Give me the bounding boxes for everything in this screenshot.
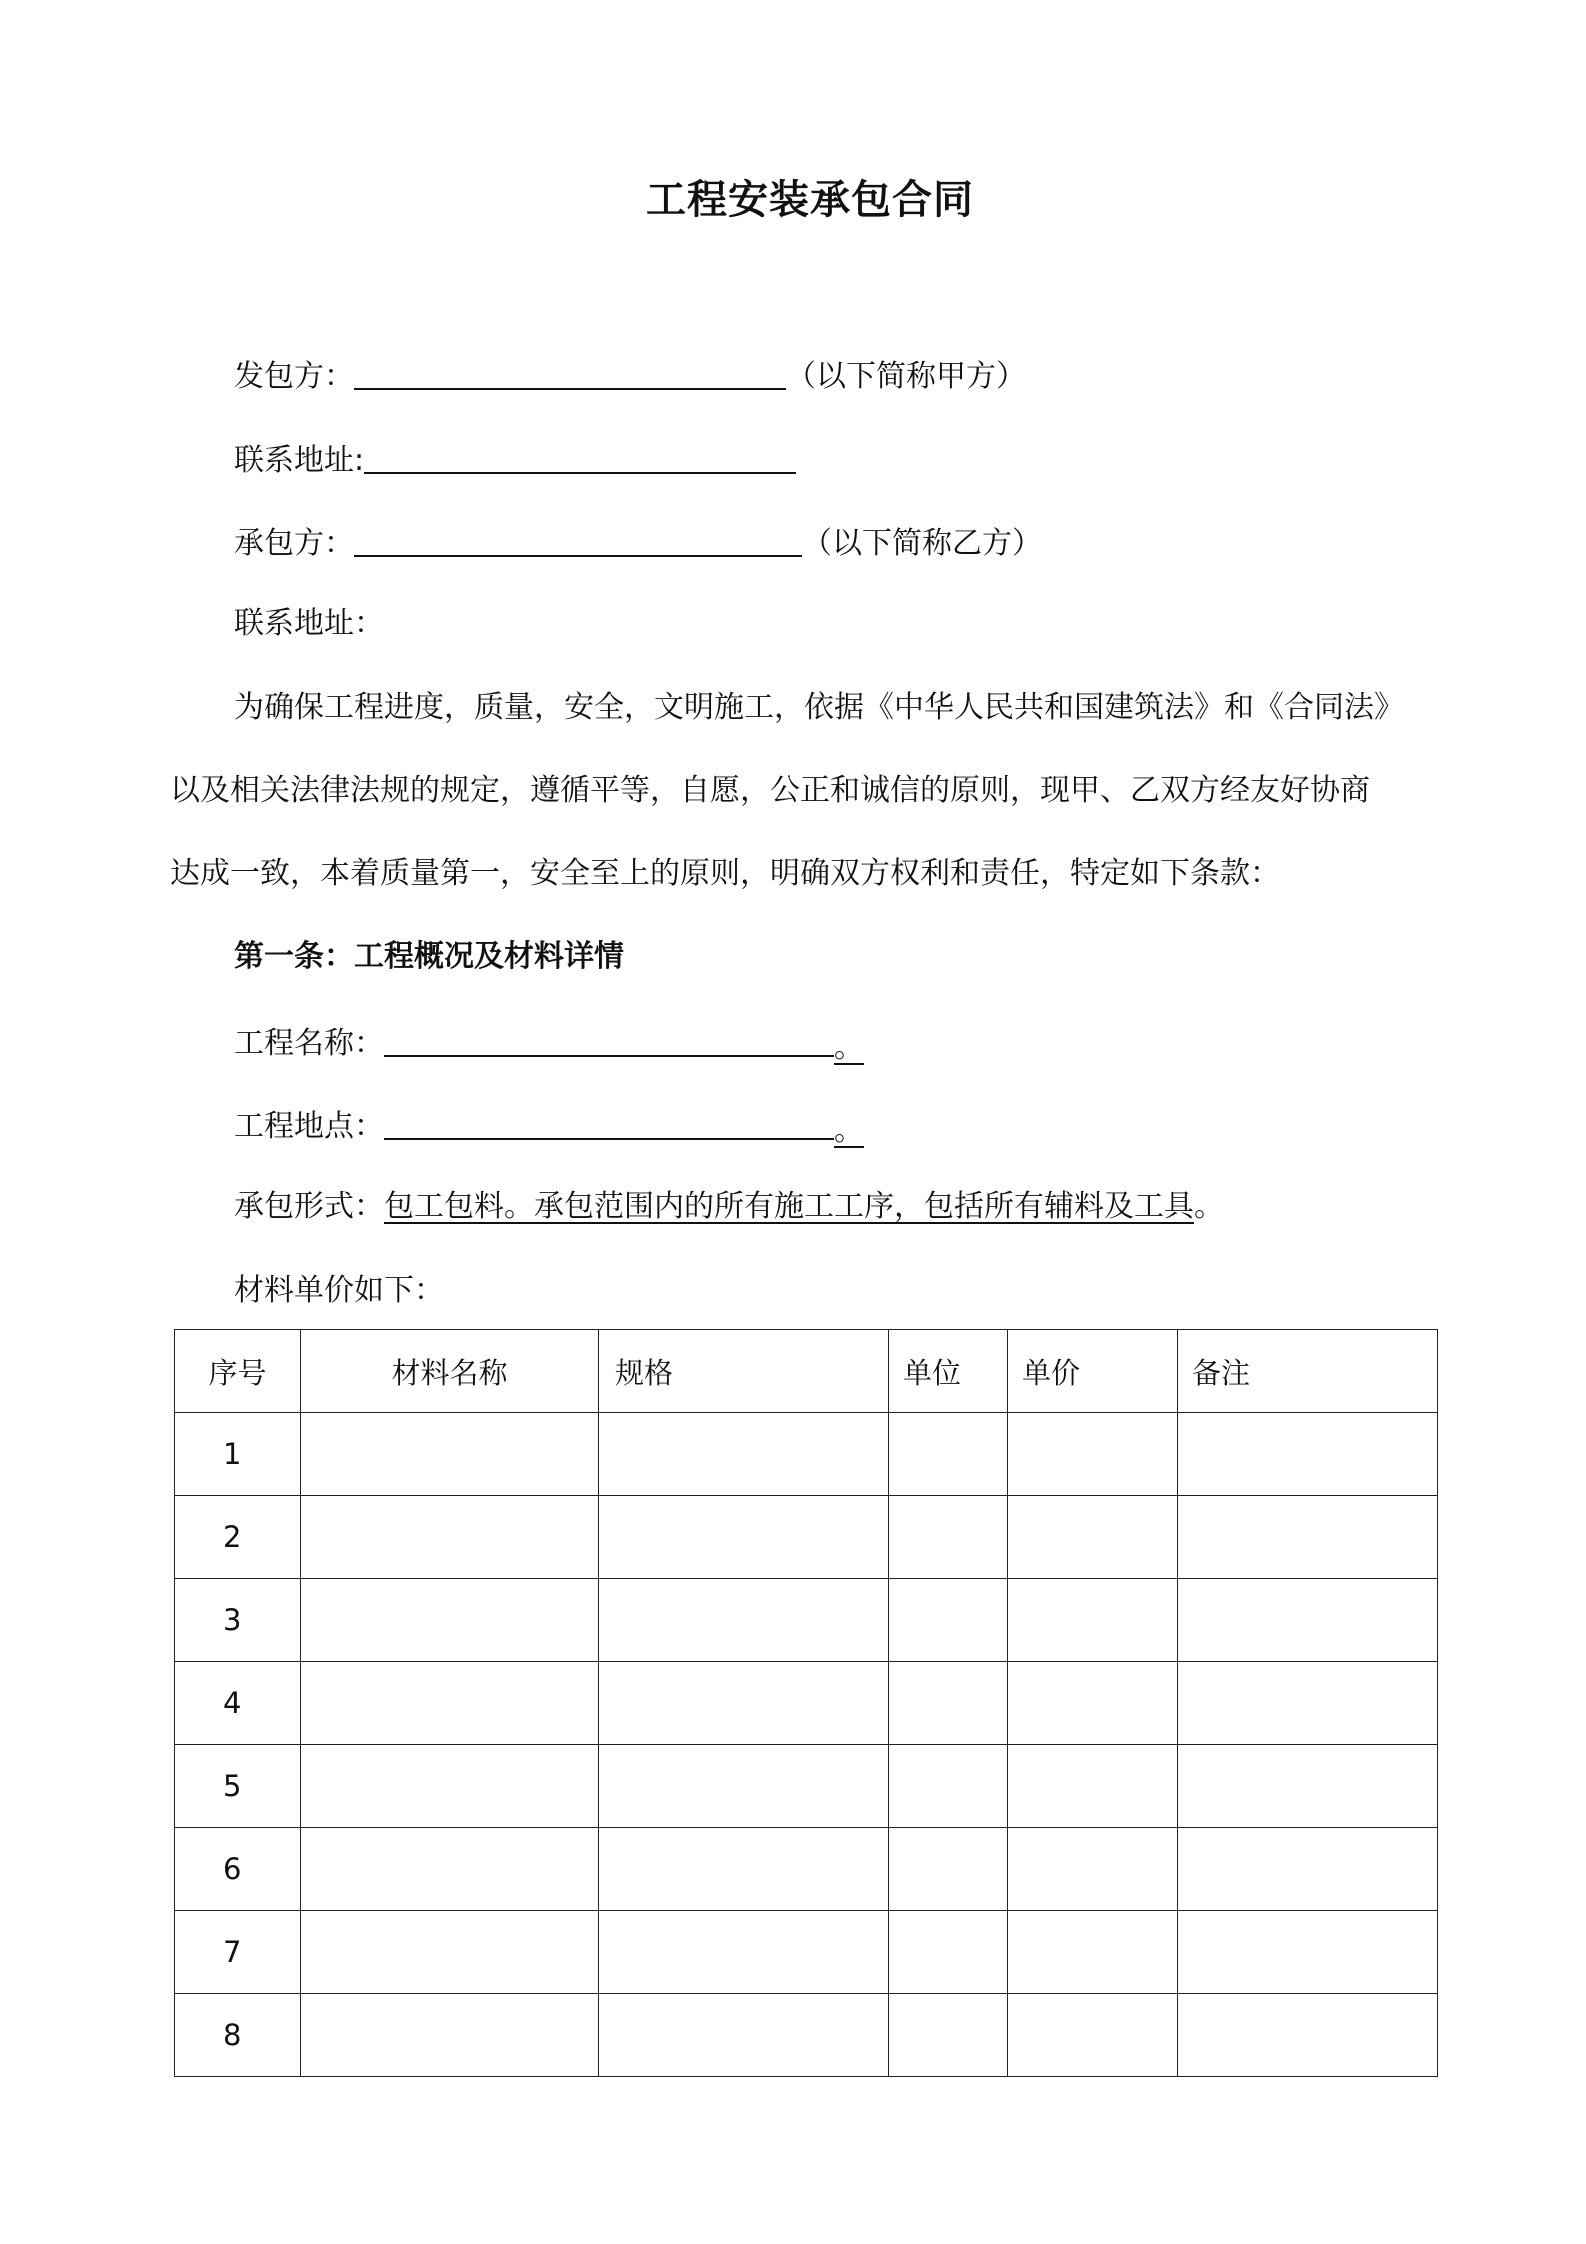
cell-unit[interactable] [889,1579,1008,1662]
party-a-address-line [234,438,796,481]
contract-form-label: 承包形式： [234,1189,384,1224]
cell-material-name[interactable] [301,1828,599,1911]
cell-material-name[interactable] [301,1911,599,1994]
cell-unit[interactable] [889,1911,1008,1994]
party-b-address-line [234,604,384,644]
table-row [175,1745,1438,1828]
project-location-blank[interactable] [384,1108,834,1140]
materials-intro: 材料单价如下： [234,1273,444,1308]
table-header-row [175,1330,1438,1413]
cell-material-name[interactable] [301,1579,599,1662]
cell-remarks[interactable] [1178,1413,1438,1496]
cell-unit[interactable] [889,1413,1008,1496]
row-serial: 2 [175,1496,301,1579]
cell-spec[interactable] [599,1662,889,1745]
cell-unit-price[interactable] [1008,1828,1178,1911]
header-unit: 单位 [889,1330,1008,1413]
party-b-line [234,521,1042,564]
cell-unit-price[interactable] [1008,1496,1178,1579]
cell-unit[interactable] [889,1745,1008,1828]
header-spec: 规格 [599,1330,889,1413]
contract-form-end: 。 [1194,1189,1224,1224]
cell-remarks[interactable] [1178,1911,1438,1994]
materials-table [174,1329,1438,2077]
table-row [175,1994,1438,2077]
table-row [175,1579,1438,1662]
cell-spec[interactable] [599,1745,889,1828]
cell-spec[interactable] [599,1413,889,1496]
party-a-blank[interactable] [354,358,786,390]
cell-unit-price[interactable] [1008,1911,1178,1994]
header-material-name: 材料名称 [301,1330,599,1413]
intro-line-1: 为确保工程进度，质量，安全，文明施工，依据《中华人民共和国建筑法》和《合同法》 [234,690,1404,725]
cell-material-name[interactable] [301,1413,599,1496]
cell-spec[interactable] [599,1496,889,1579]
cell-material-name[interactable] [301,1745,599,1828]
party-a-line [234,354,1026,397]
project-location-line [234,1104,864,1147]
header-serial: 序号 [175,1330,301,1413]
table-row [175,1662,1438,1745]
project-location-label: 工程地点： [234,1109,384,1144]
row-serial: 5 [175,1745,301,1828]
contract-form-line [234,1187,1224,1227]
cell-unit[interactable] [889,1662,1008,1745]
party-b-address-label: 联系地址： [234,606,384,641]
cell-remarks[interactable] [1178,1662,1438,1745]
table-row [175,1496,1438,1579]
contract-form-value: 包工包料。承包范围内的所有施工工序，包括所有辅料及工具 [384,1189,1194,1224]
cell-unit-price[interactable] [1008,1413,1178,1496]
project-name-blank[interactable] [384,1025,834,1057]
cell-unit-price[interactable] [1008,1994,1178,2077]
cell-spec[interactable] [599,1994,889,2077]
intro-line-2: 以及相关法律法规的规定，遵循平等，自愿，公正和诚信的原则，现甲、乙双方经友好协商 [170,773,1370,808]
cell-remarks[interactable] [1178,1745,1438,1828]
party-a-suffix: （以下简称甲方） [786,359,1026,394]
intro-line-3: 达成一致，本着质量第一，安全至上的原则，明确双方权利和责任，特定如下条款： [170,856,1280,891]
cell-remarks[interactable] [1178,1828,1438,1911]
header-unit-price: 单价 [1008,1330,1178,1413]
table-row [175,1911,1438,1994]
cell-unit[interactable] [889,1496,1008,1579]
party-a-address-label: 联系地址: [234,443,365,478]
cell-remarks[interactable] [1178,1579,1438,1662]
cell-unit[interactable] [889,1828,1008,1911]
project-name-line [234,1021,864,1064]
cell-material-name[interactable] [301,1994,599,2077]
row-serial: 4 [175,1662,301,1745]
document-title: 工程安装承包合同 [646,177,974,223]
party-a-label: 发包方： [234,359,354,394]
party-a-address-blank[interactable] [364,442,796,474]
project-location-end: 。 [834,1113,864,1148]
cell-unit-price[interactable] [1008,1579,1178,1662]
row-serial: 8 [175,1994,301,2077]
cell-remarks[interactable] [1178,1994,1438,2077]
row-serial: 1 [175,1413,301,1496]
row-serial: 6 [175,1828,301,1911]
project-name-label: 工程名称： [234,1026,384,1061]
article1-heading: 第一条：工程概况及材料详情 [234,939,624,974]
cell-material-name[interactable] [301,1662,599,1745]
cell-unit-price[interactable] [1008,1662,1178,1745]
cell-material-name[interactable] [301,1496,599,1579]
cell-spec[interactable] [599,1579,889,1662]
cell-spec[interactable] [599,1828,889,1911]
cell-unit-price[interactable] [1008,1745,1178,1828]
party-b-blank[interactable] [354,525,802,557]
project-name-end: 。 [834,1030,864,1065]
party-b-suffix: （以下简称乙方） [802,526,1042,561]
table-row [175,1413,1438,1496]
row-serial: 7 [175,1911,301,1994]
table-row [175,1828,1438,1911]
party-b-label: 承包方： [234,526,354,561]
cell-unit[interactable] [889,1994,1008,2077]
cell-remarks[interactable] [1178,1496,1438,1579]
header-remarks: 备注 [1178,1330,1438,1413]
cell-spec[interactable] [599,1911,889,1994]
row-serial: 3 [175,1579,301,1662]
